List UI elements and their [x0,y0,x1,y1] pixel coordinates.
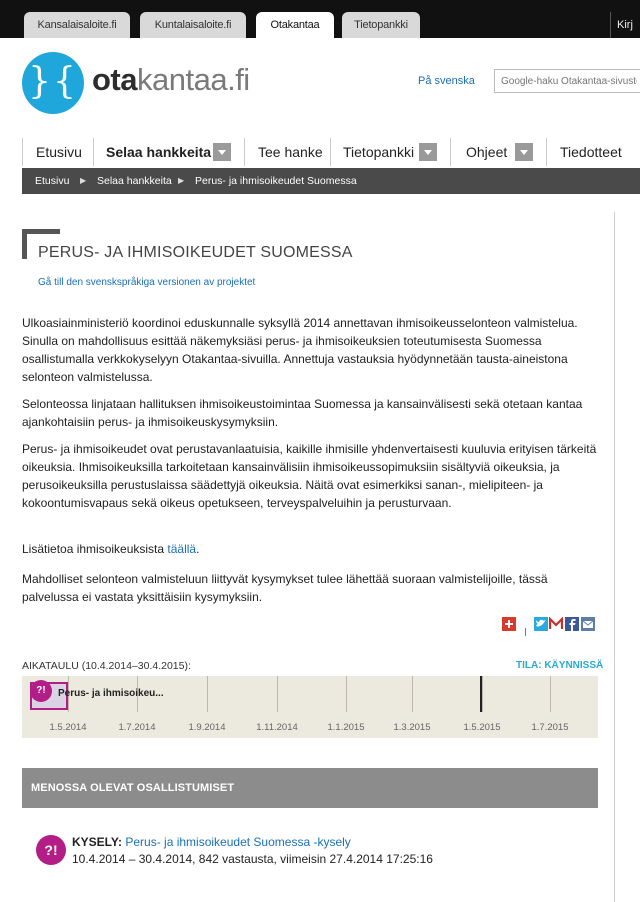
login-link[interactable]: Kirj [610,12,640,38]
questions-note: Mahdolliset selonteon valmisteluun liittyvät kysymykset tulee lähettää suoraan valmistelijoille, tässä palvelussa ei vastata yksittäisiin kysymyksiin. [22,572,548,604]
breadcrumb-current: Perus- ja ihmisoikeudet Suomessa [195,175,357,187]
survey-icon[interactable]: ?! [30,680,52,702]
more-info-link[interactable]: täällä [167,542,197,556]
survey-link[interactable]: Perus- ja ihmisoikeudet Suomessa -kysely [125,835,351,849]
survey-icon: ?! [36,835,66,865]
paragraph-selonteko: Selonteossa linjataan hallituksen ihmisoikeustoimintaa Suomessa ja kansainvälisesti sekä otetaan kantaa ajankohtaisiin perus- ja ihmisoikeuskysymyksiin. [22,397,583,429]
timeline-tick: 1.3.2015 [393,722,431,733]
logo-text[interactable] [92,62,250,98]
participation-header [22,768,598,808]
email-icon[interactable] [581,617,595,631]
chevron-down-icon[interactable] [515,143,533,161]
logo-text-light: kantaa.fi [137,62,250,97]
tab-tietopankki[interactable]: Tietopankki [342,12,420,38]
nav-item-tiedotteet[interactable]: Tiedotteet [560,144,622,160]
timeline-gridline [207,676,208,712]
title-corner-decoration [22,229,60,234]
facebook-icon[interactable] [565,617,579,631]
more-info-text: Lisätietoa ihmisoikeuksista [22,542,168,556]
intro-paragraph: Ulkoasiainministeriö koordinoi eduskunnalle syksyllä 2014 annettavan ihmisoikeusselonteon valmistelua. Sinulla on mahdollisuus esittää näkemyksiäsi perus- ja ihmisoikeuksien toteutumisesta Suomessa osallistumalla verkkokyselyyn Otakantaa-sivuilla. Annettuja vastauksia hyödynnetään tausta-aineistona selonteon valmistelussa. [22,316,578,384]
timeline-tick: 1.1.2015 [327,722,365,733]
timeline-gridline [550,676,551,712]
main-nav [22,138,640,166]
swedish-language-link[interactable]: På svenska [418,75,475,87]
timeline-today-marker [480,676,482,712]
nav-divider [22,138,23,166]
nav-divider [244,138,245,166]
chevron-right-icon: ▶ [178,176,185,185]
breadcrumb [22,168,640,194]
nav-divider [330,138,331,166]
tab-otakantaa[interactable]: Otakantaa [256,12,334,38]
nav-divider [93,138,94,166]
timeline-gridline [482,676,483,712]
participation-type: KYSELY: [72,835,123,849]
logo-icon[interactable]: }{ [22,52,84,114]
timeline-gridline [346,676,347,712]
twitter-icon[interactable] [534,617,548,631]
chevron-right-icon: ▶ [80,176,87,185]
timeline [22,676,598,738]
nav-item-ohjeet[interactable]: Ohjeet [466,144,508,160]
timeline-tick: 1.7.2015 [531,722,569,733]
nav-divider [546,138,547,166]
share-divider [525,628,526,636]
nav-item-selaa-hankkeita[interactable]: Selaa hankkeita [106,144,212,160]
nav-item-tee-hanke[interactable]: Tee hanke [258,144,323,160]
nav-item-etusivu[interactable]: Etusivu [36,144,82,160]
swedish-version-link[interactable]: Gå till den svenskspråkiga versionen av projektet [38,277,256,288]
page-title: PERUS- JA IHMISOIKEUDET SUOMESSA [38,244,353,261]
breadcrumb-selaa-hankkeita[interactable]: Selaa hankkeita [97,175,172,187]
timeline-tick: 1.7.2014 [118,722,156,733]
search-input[interactable] [494,69,640,93]
nav-divider [450,138,451,166]
logo-text-bold: ota [92,62,137,97]
participation-details: 10.4.2014 – 30.4.2014, 842 vastausta, viimeisin 27.4.2014 17:25:16 [72,852,433,866]
chevron-down-icon[interactable] [213,143,231,161]
timeline-gridline [412,676,413,712]
plus-share-icon[interactable] [502,617,516,631]
nav-item-tietopankki[interactable]: Tietopankki [343,144,415,160]
participation-heading: MENOSSA OLEVAT OSALLISTUMISET [31,782,235,794]
gmail-icon[interactable] [549,617,563,631]
timeline-item-label[interactable]: Perus- ja ihmisoikeu... [58,688,164,699]
timeline-tick: 1.9.2014 [188,722,226,733]
breadcrumb-etusivu[interactable]: Etusivu [35,175,70,187]
top-site-bar [0,0,640,38]
timeline-tick: 1.11.2014 [256,722,298,733]
timeline-label: AIKATAULU (10.4.2014–30.4.2015): [22,660,191,672]
timeline-gridline [277,676,278,712]
tab-kuntalaisaloite[interactable]: Kuntalaisaloite.fi [140,12,246,38]
timeline-tick: 1.5.2015 [463,722,501,733]
participation-item [72,835,351,849]
status-badge: TILA: KÄYNNISSÄ [516,660,604,671]
tab-kansalaisaloite[interactable]: Kansalaisaloite.fi [24,12,130,38]
more-info-paragraph [22,540,600,558]
content-divider [614,212,615,902]
timeline-tick: 1.5.2014 [49,722,87,733]
chevron-down-icon[interactable] [419,143,437,161]
more-info-end: . [196,542,200,556]
title-corner-decoration [22,229,27,259]
paragraph-oikeudet: Perus- ja ihmisoikeudet ovat perustavanlaatuisia, kaikille ihmisille yhdenvertaisesti kuuluvia erityisen tärkeitä oikeuksia. Ihmisoikeuksilla tarkoitetaan kansainvälisiin ihmisoikeussopimuksiin sisältyviä oikeuksia, ja perusoikeuksilla perustuslaissa säädettyjä oikeuksia. Näitä ovat esimerkiksi sanan-, mielipiteen- ja kokoontumisvapaus sekä oikeus opetukseen, terveyspalveluihin ja perusturvaan. [22,442,597,510]
